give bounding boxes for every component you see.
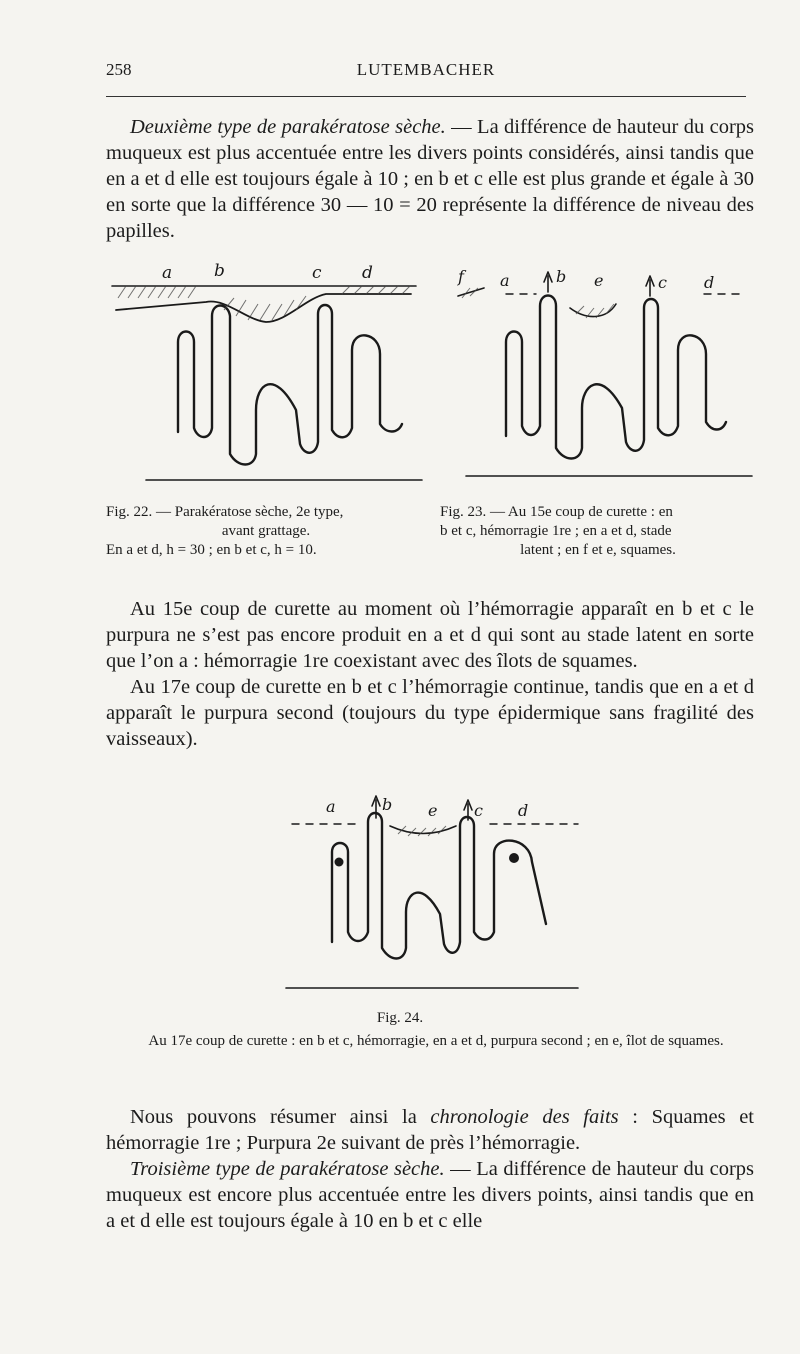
page-number: 258 [106, 60, 132, 79]
paragraph-troisieme-type [106, 1156, 754, 1234]
figure-22-caption-line-2: avant grattage. [221, 523, 311, 539]
chronologie-post: : Squames et hémorragie 1re ; Purpura 2e suivant de près l’hémorragie. [106, 1106, 755, 1154]
figure-24-label-c: c [474, 801, 483, 820]
figure-24-label-e: e [428, 801, 438, 820]
figure-23-label-f: f [458, 267, 464, 286]
troisieme-type-body: — La différence de hauteur du corps muqueux est encore plus accentuée entre les divers points, ainsi tandis que en a et d elle est toujours égale à 10 en b et c elle [106, 1158, 754, 1232]
figure-23-caption-line-3: latent ; en f et e, squames. [520, 542, 676, 558]
figure-24-drawing [278, 792, 588, 1002]
figure-22-label-c: c [312, 263, 322, 283]
paragraph-15e-coup: Au 15e coup de curette au moment où l’hémorragie apparaît en b et c le purpura ne s’est pas encore produit en a et d qui sont au stade latent en sorte que l’on a : hémorragie 1re coexistant avec des îlots de squames. [106, 598, 754, 672]
figure-22-caption [106, 503, 426, 560]
paragraph-17e-coup: Au 17e coup de curette en b et c l’hémorragie continue, tandis que en a et d apparaît le purpura second (toujours du type épidermique sans fragilité des vaisseaux). [106, 676, 754, 750]
figure-23-label-a: a [500, 271, 510, 290]
figure-23-drawing [436, 258, 756, 488]
figure-23-label-e: e [594, 271, 604, 290]
figure-22-drawing [106, 258, 426, 488]
figure-24-label: Fig. 24. [376, 1010, 424, 1026]
paragraph-15e-17e-coup [106, 596, 754, 752]
figure-23-caption [440, 503, 756, 560]
figure-22-label-d: d [362, 263, 373, 283]
figure-23-caption-line-1: Fig. 23. — Au 15e coup de curette : en [440, 504, 673, 520]
figure-23-label-c: c [658, 273, 667, 292]
paragraph-chronologie-des-faits [106, 1104, 754, 1156]
troisieme-type-italic: Troisième type de parakératose sèche. [130, 1158, 445, 1180]
figure-23-label-d: d [704, 273, 715, 292]
header-rule [106, 96, 746, 97]
figure-22-caption-line-3: En a et d, h = 30 ; en b et c, h = 10. [106, 542, 317, 558]
paragraph-body: — La différence de hauteur du corps muqueux est plus accentuée entre les divers points considérés, ainsi tandis que en a et d elle est toujours égale à 10 ; en b et c elle est plus grande et égale à 30 en sorte que la différence 30 — 10 = 20 représente la différence de niveau des papilles. [106, 116, 754, 242]
figure-24-caption: Au 17e coup de curette : en b et c, hémorragie, en a et d, purpura second ; en e, îlot de squames. [148, 1033, 724, 1049]
paragraph-chronologie [106, 1104, 754, 1234]
chronologie-pre: Nous pouvons résumer ainsi la [130, 1106, 431, 1128]
figure-24-label-a: a [326, 797, 336, 816]
figure-22-caption-line-1: Fig. 22. — Parakératose sèche, 2e type, [106, 504, 344, 520]
figure-22-label-b: b [214, 261, 225, 281]
figure-22-label-a: a [162, 263, 173, 283]
chronologie-italic: chronologie des faits [430, 1106, 619, 1128]
running-head [106, 60, 746, 86]
figure-24-label-d: d [518, 801, 529, 820]
figure-24-label-b: b [382, 795, 393, 814]
running-title: LUTEMBACHER [356, 60, 496, 79]
figure-23-label-b: b [556, 267, 567, 286]
paragraph-lead-italic: Deuxième type de parakératose sèche. [130, 116, 446, 138]
figure-23-caption-line-2: b et c, hémorragie 1re ; en a et d, stade [440, 523, 672, 539]
paragraph-deuxieme-type [106, 114, 754, 244]
